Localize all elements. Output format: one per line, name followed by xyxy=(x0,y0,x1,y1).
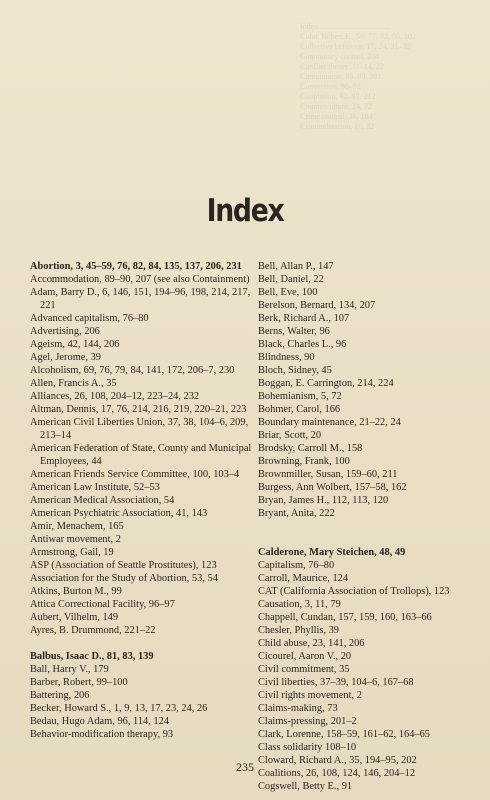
index-entry: Berk, Richard A., 107 xyxy=(258,313,350,324)
index-entry: Aubert, Vilhelm, 149 xyxy=(30,612,119,623)
index-entry: CAT (California Association of Trollops), 123 xyxy=(258,586,450,597)
index-entry: Atkins, Burton M., 99 xyxy=(30,586,122,597)
index-entry: Amir, Menachem, 165 xyxy=(30,521,124,532)
index-entry: Claims-pressing, 201–2 xyxy=(258,716,357,727)
index-column-left xyxy=(30,260,255,741)
index-entry: Advertising, 206 xyxy=(30,326,100,337)
page-number: 235 xyxy=(236,760,254,774)
index-entry: Blindness, 90 xyxy=(258,352,315,363)
index-entry: Chappell, Cundan, 157, 159, 160, 163–66 xyxy=(258,612,432,623)
index-entry: Briar, Scott, 20 xyxy=(258,430,322,441)
index-entry: Altman, Dennis, 17, 76, 214, 216, 219, 220–21, 223 xyxy=(30,404,247,415)
index-entry: Ageism, 42, 144, 206 xyxy=(30,339,120,350)
index-entry: Bell, Eve, 100 xyxy=(258,287,318,298)
index-entry: American Federation of State, County and Municipal Employees, 44 xyxy=(30,443,252,467)
index-entry: American Civil Liberties Union, 37, 38, 104–6, 209, 213–14 xyxy=(30,417,249,441)
bleed-through-text: Index ................................... Cohn, Robert E., 59, 77, 82, 86, 102 Collective behavior, 17, 24, 31–32 Community control, 204 Conflict theory, 11–14, 22 Containment, 89–90, 201 Conversion, 90–92 Cooptation, 92–93, 212 Counterculture, 24, 72 Crime control, 36, 104 Criminalization, 16, 82 xyxy=(300,22,416,131)
section-gap xyxy=(258,533,483,546)
index-entry: Bryant, Anita, 222 xyxy=(258,508,335,519)
index-entry: Causation, 3, 11, 79 xyxy=(258,599,341,610)
index-entry: Civil liberties, 37–39, 104–6, 167–68 xyxy=(258,677,414,688)
index-entry: Class solidarity 108–10 xyxy=(258,742,357,753)
index-entry: American Law Institute, 52–53 xyxy=(30,482,160,493)
index-entry: ASP (Association of Seattle Prostitutes), 123 xyxy=(30,560,217,571)
index-entry: American Psychiatric Association, 41, 143 xyxy=(30,508,208,519)
index-entry: Battering, 206 xyxy=(30,690,90,701)
index-entry: Coalitions, 26, 108, 124, 146, 204–12 xyxy=(258,768,416,779)
index-entry: Ayres, B. Drummond, 221–22 xyxy=(30,625,156,636)
index-entry: Claims-making, 73 xyxy=(258,703,338,714)
index-entry: Bell, Daniel, 22 xyxy=(258,274,324,285)
index-entry: Alcoholism, 69, 76, 79, 84, 141, 172, 206–7, 230 xyxy=(30,365,235,376)
index-entry: Boundary maintenance, 21–22, 24 xyxy=(258,417,401,428)
index-entry: Allen, Francis A., 35 xyxy=(30,378,117,389)
section-gap xyxy=(30,637,255,650)
index-entry: Chesler, Phyllis, 39 xyxy=(258,625,339,636)
index-entry: Cogswell, Betty E., 91 xyxy=(258,781,353,792)
index-entry: Brodsky, Carroll M., 158 xyxy=(258,443,363,454)
index-entry: Antiwar movement, 2 xyxy=(30,534,121,545)
index-entry: Berns, Walter, 96 xyxy=(258,326,330,337)
index-entry: Behavior-modification therapy, 93 xyxy=(30,729,174,740)
index-entry: Civil rights movement, 2 xyxy=(258,690,362,701)
index-entry: Civil commitment, 35 xyxy=(258,664,350,675)
index-entry: Black, Charles L., 96 xyxy=(258,339,347,350)
index-entry: Bell, Allan P., 147 xyxy=(258,261,334,272)
index-entry: Attica Correctional Facility, 96–97 xyxy=(30,599,175,610)
index-entry: Ball, Harry V., 179 xyxy=(30,664,109,675)
index-entry: Boggan, E. Carrington, 214, 224 xyxy=(258,378,394,389)
index-entry: Burgess, Ann Wolbert, 157–58, 162 xyxy=(258,482,407,493)
index-entry: Association for the Study of Abortion, 53, 54 xyxy=(30,573,218,584)
index-entry: American Medical Association, 54 xyxy=(30,495,175,506)
index-entry: Brownmiller, Susan, 159–60, 211 xyxy=(258,469,398,480)
index-entry: Agel, Jerome, 39 xyxy=(30,352,101,363)
index-entry: Accommodation, 89–90, 207 (see also Containment) xyxy=(30,274,250,285)
index-entry: Barber, Robert, 99–100 xyxy=(30,677,128,688)
index-entry: Bedau, Hugo Adam, 96, 114, 124 xyxy=(30,716,170,727)
index-letter-head-entry: Balbus, Isaac D., 81, 83, 139 xyxy=(30,651,154,662)
index-entry: Bryan, James H., 112, 113, 120 xyxy=(258,495,389,506)
index-entry: Armstrong, Gail, 19 xyxy=(30,547,114,558)
index-entry: Child abuse, 23, 141, 206 xyxy=(258,638,365,649)
index-letter-head-entry: Calderone, Mary Steichen, 48, 49 xyxy=(258,547,406,558)
index-entry: Clark, Lorenne, 158–59, 161–62, 164–65 xyxy=(258,729,430,740)
index-entry: Alliances, 26, 108, 204–12, 223–24, 232 xyxy=(30,391,200,402)
index-entry: Browning, Frank, 100 xyxy=(258,456,350,467)
section-gap xyxy=(258,520,483,533)
index-entry: Capitalism, 76–80 xyxy=(258,560,335,571)
index-entry: Cloward, Richard A., 35, 194–95, 202 xyxy=(258,755,417,766)
index-entry: Advanced capitalism, 76–80 xyxy=(30,313,149,324)
index-column-right xyxy=(258,260,483,793)
index-entry: Becker, Howard S., 1, 9, 13, 17, 23, 24, 26 xyxy=(30,703,208,714)
index-entry: Carroll, Maurice, 124 xyxy=(258,573,349,584)
page-title: Index xyxy=(206,193,284,229)
index-entry: Berelson, Bernard, 134, 207 xyxy=(258,300,376,311)
index-entry: Bohemianism, 5, 72 xyxy=(258,391,342,402)
index-entry: Cicourel, Aaron V., 20 xyxy=(258,651,352,662)
index-entry: Bloch, Sidney, 45 xyxy=(258,365,332,376)
index-letter-head-entry: Abortion, 3, 45–59, 76, 82, 84, 135, 137, 206, 231 xyxy=(30,261,242,272)
index-entry: American Friends Service Committee, 100, 103–4 xyxy=(30,469,240,480)
index-entry: Adam, Barry D., 6, 146, 151, 194–96, 198, 214, 217, 221 xyxy=(30,287,251,311)
index-entry: Bohmer, Carol, 166 xyxy=(258,404,341,415)
